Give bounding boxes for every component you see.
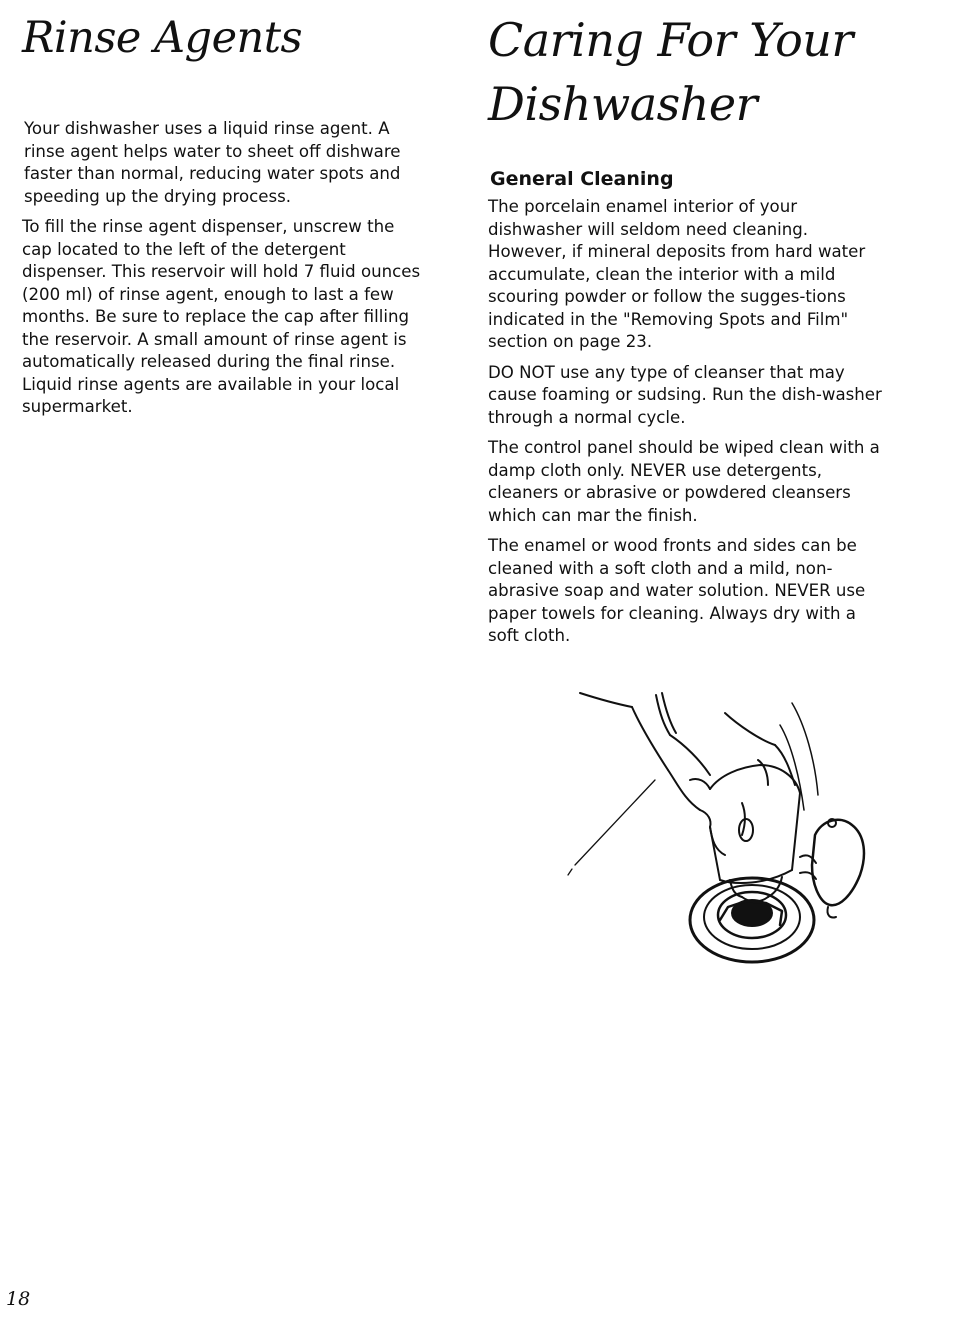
- general-cleaning-paragraph-3: The control panel should be wiped clean with a damp cloth only. NEVER use detergents, cleaners or abrasive or powdered cleansers which can mar the finish.: [488, 438, 880, 525]
- rinse-agents-paragraph-1: Your dishwasher uses a liquid rinse agent. A rinse agent helps water to sheet off dishware faster than normal, reducing water spots and speeding up the drying process.: [24, 119, 401, 206]
- general-cleaning-paragraph-2: DO NOT use any type of cleanser that may cause foaming or sudsing. Run the dish-washer through a normal cycle.: [488, 362, 882, 427]
- rinse-agents-paragraph-2: To fill the rinse agent dispenser, unscrew the cap located to the left of the detergent dispenser. This reservoir will hold 7 fluid ounces (200 ml) of rinse agent, enough to last a few months. Be sure to replace the cap after filling the reservoir. A small amount of rinse agent is automatically released during the final rinse. Liquid rinse agents are available in your local supermarket.: [22, 217, 421, 416]
- rinse-agents-title: Rinse Agents: [22, 13, 303, 63]
- general-cleaning-paragraph-4: The enamel or wood fronts and sides can be cleaned with a soft cloth and a mild, non-abrasive soap and water solution. NEVER use paper towels for cleaning. Always dry with a soft cloth.: [488, 536, 866, 645]
- general-cleaning-heading: General Cleaning: [490, 168, 674, 190]
- left-column: [20, 8, 425, 427]
- hand-filling-rinse-agent-dispenser-illustration: [560, 685, 880, 970]
- right-column: [484, 8, 889, 656]
- caring-title: Caring For Your Dishwasher: [488, 13, 853, 131]
- general-cleaning-paragraph-1: The porcelain enamel interior of your dishwasher will seldom need cleaning. However, if mineral deposits from hard water accumulate, clean the interior with a mild scouring powder or follow the sugges-tions indicated in the "Removing Spots and Film" section on page 23.: [488, 197, 866, 351]
- page-number: 18: [6, 1288, 31, 1310]
